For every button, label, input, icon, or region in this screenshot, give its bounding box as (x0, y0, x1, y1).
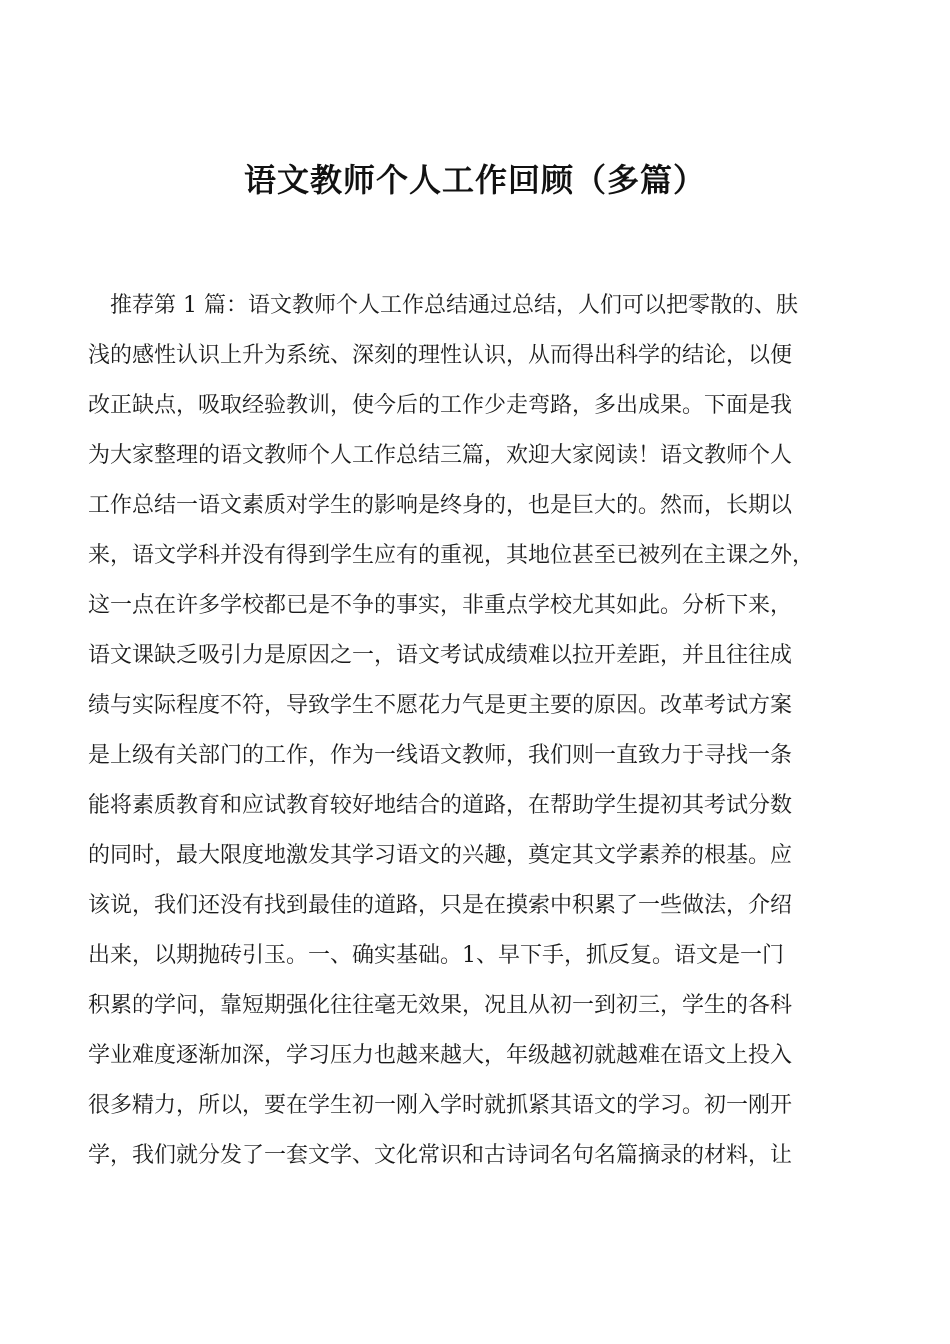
document-body (88, 281, 888, 1181)
body-line: 很多精力，所以，要在学生初一刚入学时就抓紧其语文的学习。初一刚开 (88, 1093, 793, 1118)
body-line: 能将素质教育和应试教育较好地结合的道路，在帮助学生提初其考试分数 (88, 793, 793, 818)
body-line: 为大家整理的语文教师个人工作总结三篇，欢迎大家阅读！语文教师个人 (88, 443, 793, 468)
body-line: 浅的感性认识上升为系统、深刻的理性认识，从而得出科学的结论，以便 (88, 343, 793, 368)
document-title: 语文教师个人工作回顾（多篇） (243, 161, 706, 199)
body-line: 来，语文学科并没有得到学生应有的重视，其地位甚至已被列在主课之外， (88, 543, 815, 568)
body-line: 推荐第 1 篇：语文教师个人工作总结通过总结，人们可以把零散的、肤 (88, 293, 798, 318)
body-line: 积累的学问，靠短期强化往往毫无效果，况且从初一到初三，学生的各科 (88, 993, 793, 1018)
body-line: 绩与实际程度不符，导致学生不愿花力气是更主要的原因。改革考试方案 (88, 693, 793, 718)
body-line: 该说，我们还没有找到最佳的道路，只是在摸索中积累了一些做法，介绍 (88, 893, 793, 918)
body-line: 语文课缺乏吸引力是原因之一，语文考试成绩难以拉开差距，并且往往成 (88, 643, 793, 668)
body-line: 是上级有关部门的工作，作为一线语文教师，我们则一直致力于寻找一条 (88, 743, 793, 768)
body-line: 的同时，最大限度地激发其学习语文的兴趣，奠定其文学素养的根基。应 (88, 843, 793, 868)
body-line: 学业难度逐渐加深，学习压力也越来越大，年级越初就越难在语文上投入 (88, 1043, 793, 1068)
body-line: 出来，以期抛砖引玉。一、确实基础。1、早下手，抓反复。语文是一门 (88, 943, 784, 968)
body-line: 工作总结一语文素质对学生的影响是终身的，也是巨大的。然而，长期以 (88, 493, 793, 518)
body-line: 这一点在许多学校都已是不争的事实，非重点学校尤其如此。分析下来， (88, 593, 793, 618)
body-line: 学，我们就分发了一套文学、文化常识和古诗词名句名篇摘录的材料，让 (88, 1143, 793, 1168)
body-line: 改正缺点，吸取经验教训，使今后的工作少走弯路，多出成果。下面是我 (88, 393, 793, 418)
